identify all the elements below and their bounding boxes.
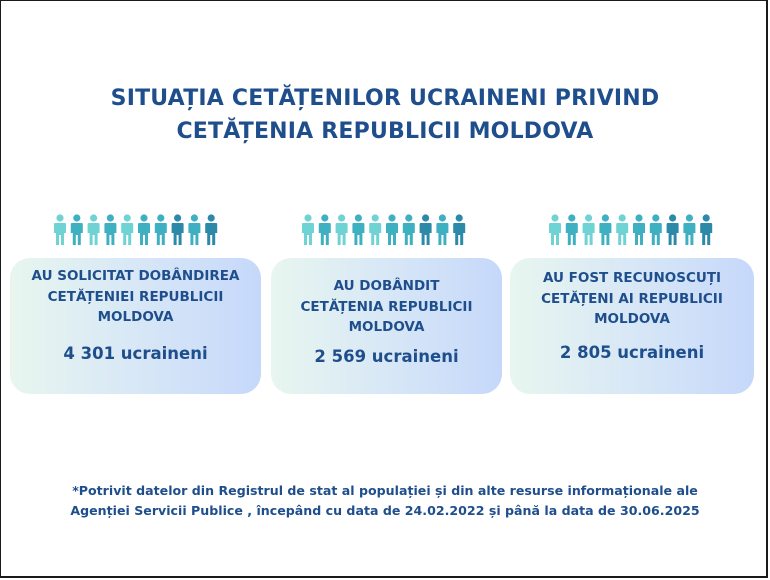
card-applied-value: 4 301 ucraineni — [63, 343, 208, 363]
person-icon — [155, 214, 167, 245]
person-icon — [88, 214, 100, 245]
person-icon — [369, 214, 381, 245]
title-line-1: SITUAȚIA CETĂȚENILOR UCRAINENI PRIVIND — [110, 86, 660, 111]
person-icon — [121, 214, 133, 245]
person-icon — [683, 214, 695, 245]
person-icon — [420, 214, 432, 245]
card-acquired-label: AU DOBÂNDIT CETĂȚENIA REPUBLICII MOLDOVA — [300, 278, 473, 335]
person-icon — [336, 214, 348, 245]
card-recognized — [510, 258, 754, 394]
person-icon — [172, 214, 184, 245]
person-icon — [54, 214, 66, 245]
people-icons-group-2 — [300, 214, 470, 246]
person-icon — [436, 214, 448, 245]
person-icon — [616, 214, 628, 245]
people-icons-group-1 — [52, 214, 222, 246]
card-applied-label: AU SOLICITAT DOBÂNDIREA CETĂȚENIEI REPUBLICII MOLDOVA — [31, 268, 240, 325]
person-icon — [650, 214, 662, 245]
people-icons — [547, 214, 717, 246]
person-icon — [667, 214, 679, 245]
card-acquired-value: 2 569 ucraineni — [314, 346, 459, 366]
person-icon — [599, 214, 611, 245]
person-icon — [188, 214, 200, 245]
title-line-2: CETĂȚENIA REPUBLICII MOLDOVA — [176, 119, 594, 144]
person-icon — [104, 214, 116, 245]
person-icon — [71, 214, 83, 245]
people-icons — [52, 214, 222, 246]
person-icon — [633, 214, 645, 245]
person-icon — [302, 214, 314, 245]
card-recognized-label: AU FOST RECUNOSCUȚI CETĂȚENI AI REPUBLICII MOLDOVA — [541, 270, 723, 327]
person-icon — [319, 214, 331, 245]
person-icon — [549, 214, 561, 245]
people-icons-group-3 — [547, 214, 717, 246]
person-icon — [352, 214, 364, 245]
footnote: *Potrivit datelor din Registrul de stat al populației și din alte resurse informaționale ale Agenției Servicii Publice , începând cu data de 24.02.2022 și până la data de 30.06.2025 — [70, 483, 700, 518]
person-icon — [403, 214, 415, 245]
people-icons — [300, 214, 470, 246]
person-icon — [138, 214, 150, 245]
person-icon — [205, 214, 217, 245]
person-icon — [386, 214, 398, 245]
person-icon — [700, 214, 712, 245]
card-recognized-value: 2 805 ucraineni — [559, 342, 705, 362]
card-applied — [10, 258, 261, 394]
person-icon — [453, 214, 465, 245]
card-acquired — [271, 258, 502, 394]
person-icon — [566, 214, 578, 245]
person-icon — [583, 214, 595, 245]
page-title — [0, 82, 770, 148]
